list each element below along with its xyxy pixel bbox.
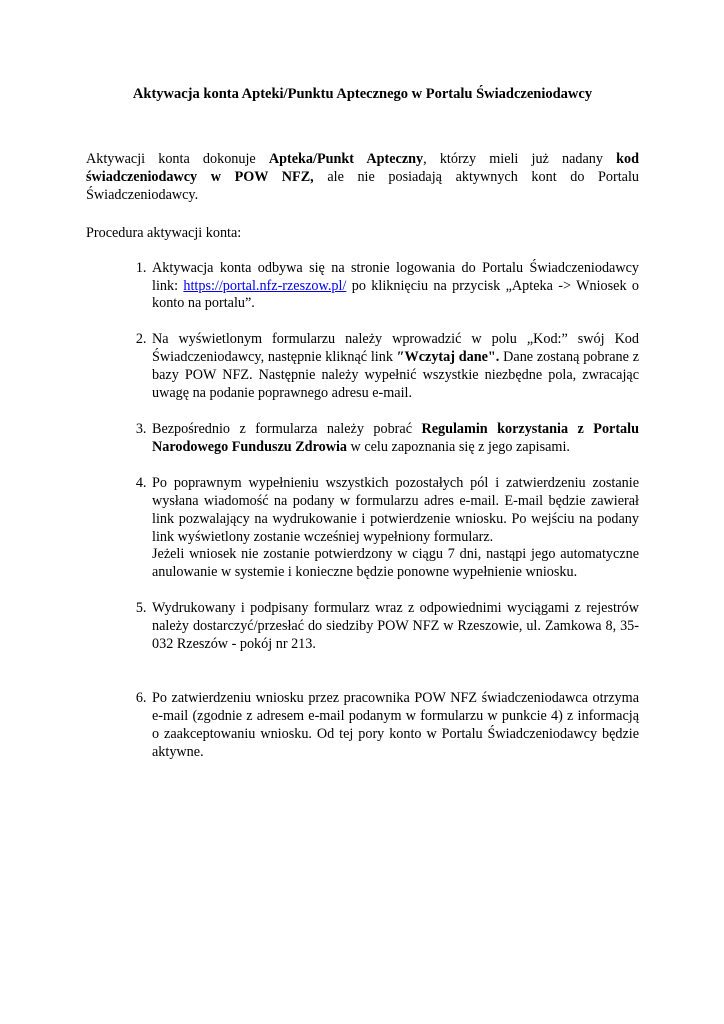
procedure-steps-list xyxy=(86,260,639,762)
step-2-bold-1: ″Wczytaj dane". xyxy=(396,349,500,366)
intro-text-2: , którzy mieli już nadany xyxy=(423,151,617,167)
step-5 xyxy=(150,600,639,654)
step-3 xyxy=(150,421,639,457)
step-6-text-1: Po zatwierdzeniu wniosku przez pracownika POW NFZ świadczeniodawca otrzyma e-mail (zgodnie z adresem e-mail podanym w formularzu w punkcie 4) z informacją o zaakceptowaniu wniosku. Od tej pory konto w Portalu Świadczeniodawcy będzie aktywne. xyxy=(152,689,639,760)
step-6 xyxy=(150,690,639,762)
step-3-text-2: w celu zapoznania się z jego zapisami. xyxy=(347,438,570,455)
intro-bold-2: kod świadczeniodawcy w POW NFZ, xyxy=(86,151,639,185)
step-5-text-1: Wydrukowany i podpisany formularz wraz z odpowiednimi wyciągami z rejestrów należy dostarczyć/przesłać do siedziby POW NFZ w Rzeszowie, ul. Zamkowa 8, 35-032 Rzeszów - pokój nr 213. xyxy=(152,600,639,653)
step-4-text-1: Po poprawnym wypełnieniu wszystkich pozostałych pól i zatwierdzeniu zostanie wysłana wiadomość na podany w formularzu adres e-mail. E-mail będzie zawierał link pozwalający na wydrukowanie i potwierdzenie wniosku. Po wejściu na podany link wyświetlony zostanie wcześniej wypełniony formularz. xyxy=(152,474,639,545)
intro-paragraph xyxy=(86,151,639,205)
step-1 xyxy=(150,260,639,314)
step-2-text-1: Na wyświetlonym formularzu należy wprowadzić w polu „Kod:” swój Kod Świadczeniodawcy, następnie kliknąć link xyxy=(152,331,639,366)
intro-bold-1: Apteka/Punkt Apteczny xyxy=(268,151,424,167)
portal-link[interactable]: https://portal.nfz-rzeszow.pl/ xyxy=(183,277,347,294)
step-3-bold-1: Regulamin korzystania z Portalu Narodowego Funduszu Zdrowia xyxy=(152,420,639,455)
intro-text-3: ale nie posiadają aktywnych kont do Portalu Świadczeniodawcy. xyxy=(86,168,640,203)
step-4 xyxy=(150,475,639,582)
document-title: Aktywacja konta Apteki/Punktu Aptecznego w Portalu Świadczeniodawcy xyxy=(132,86,593,102)
step-1-text-1: Aktywacja konta odbywa się na stronie logowania do Portalu Świadczeniodawcy link: xyxy=(152,259,639,294)
step-3-text-1: Bezpośrednio z formularza należy pobrać xyxy=(152,420,422,437)
document-page xyxy=(86,84,639,762)
step-2 xyxy=(150,331,639,403)
step-1-text-2: po kliknięciu na przycisk „Apteka -> Wniosek o konto na portalu”. xyxy=(152,277,639,312)
step-4-text-2: Jeżeli wniosek nie zostanie potwierdzony w ciągu 7 dni, nastąpi jego automatyczne anulowanie w systemie i konieczne będzie ponowne wypełnienie wniosku. xyxy=(152,546,639,581)
procedure-heading: Procedura aktywacji konta: xyxy=(86,224,242,241)
intro-text-1: Aktywacji konta dokonuje xyxy=(86,151,269,167)
step-2-text-2: Dane zostaną pobrane z bazy POW NFZ. Następnie należy wypełnić wszystkie niezbędne pola, zwracając uwagę na podanie poprawnego adresu e-mail. xyxy=(152,349,639,402)
